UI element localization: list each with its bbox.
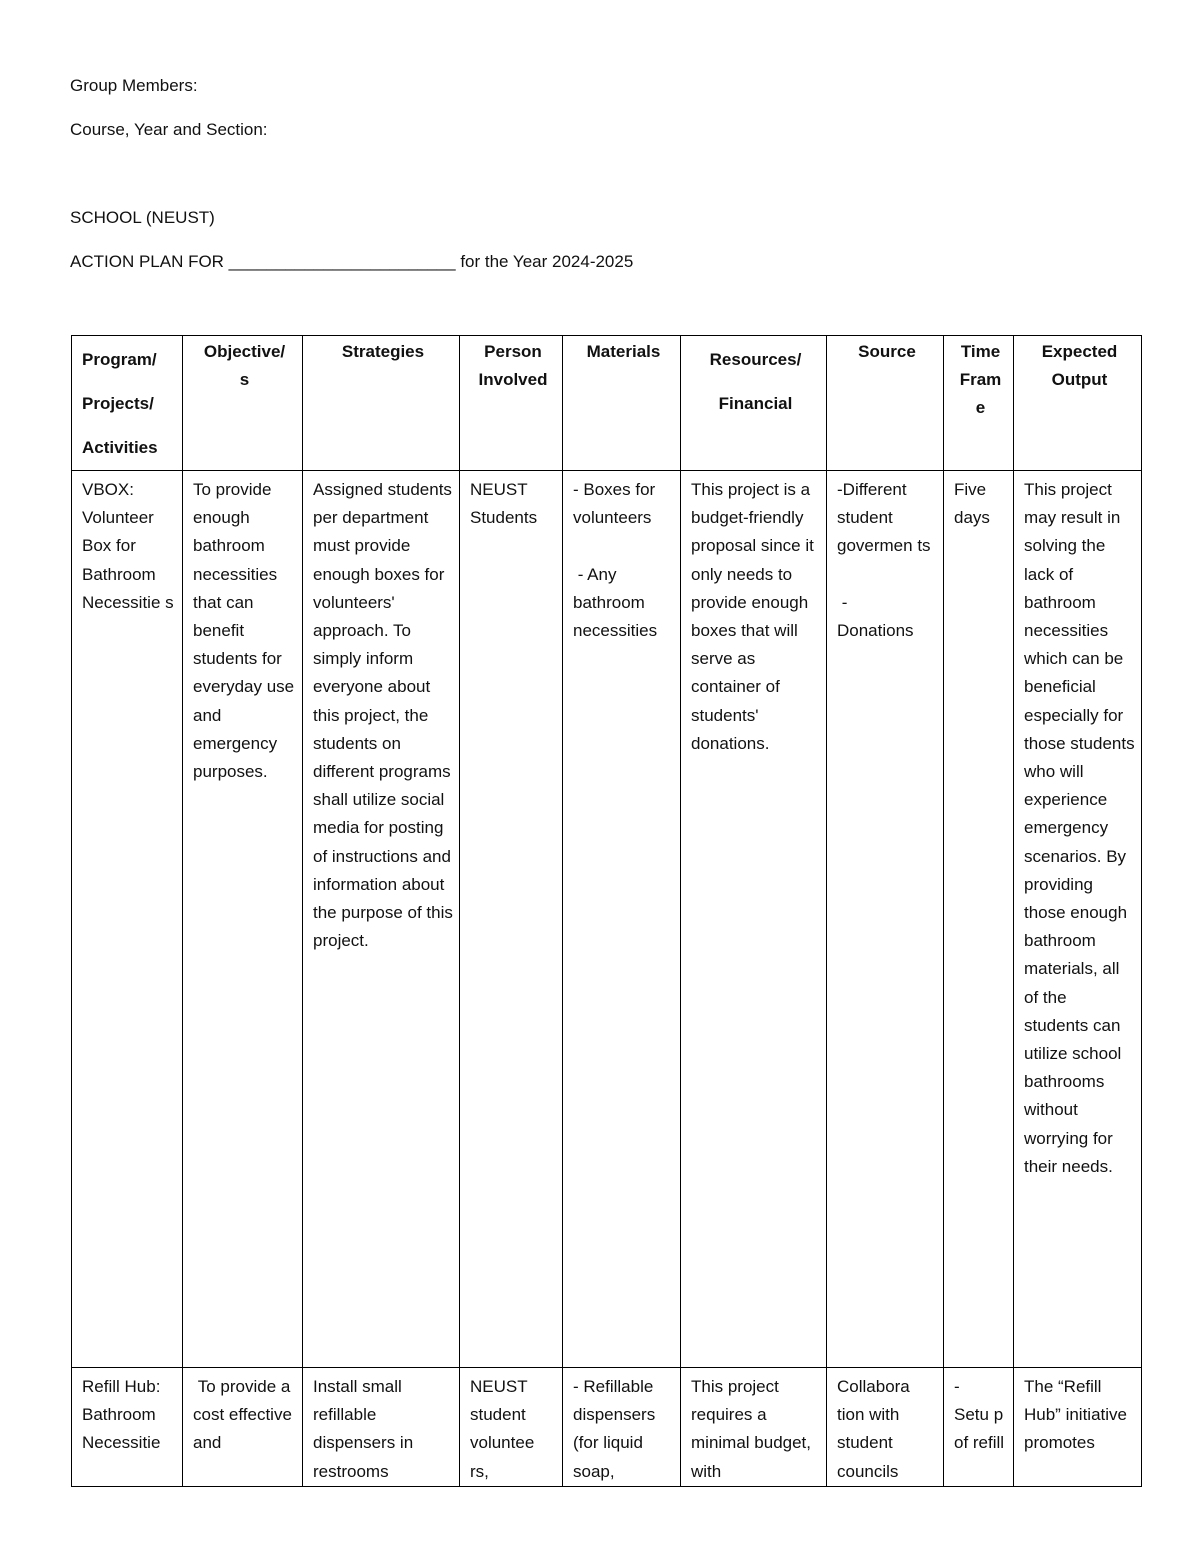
table-row: [72, 471, 1142, 1368]
column-header-timeframe: Time Fram e: [944, 336, 1014, 471]
column-header-resources: Resources/ Financial: [681, 336, 827, 471]
group-members-label: Group Members:: [70, 76, 198, 95]
column-header-program: Program/ Projects/ Activities: [72, 336, 183, 471]
cell-strategies: Assigned students per department must provide enough boxes for volunteers' approach. To simply inform everyone about this project, the students on different programs shall utilize social media for posting of instructions and information about the purpose of this project.: [303, 471, 460, 1368]
column-header-persons: Person Involved: [460, 336, 563, 471]
cell-strategies: Install small refillable dispensers in restrooms: [303, 1368, 460, 1487]
column-header-objectives: Objective/ s: [183, 336, 303, 471]
course-year-section-label: Course, Year and Section:: [70, 120, 268, 139]
cell-source: -Different student govermen ts - Donations: [827, 471, 944, 1368]
cell-output: This project may result in solving the lack of bathroom necessities which can be beneficial especially for those students who will experience emergency scenarios. By providing those enough bathroom materials, all of the students can utilize school bathrooms without worrying for their needs.: [1014, 471, 1142, 1368]
cell-objectives: To provide a cost effective and: [183, 1368, 303, 1487]
cell-materials: - Refillable dispensers (for liquid soap,: [563, 1368, 681, 1487]
column-header-strategies: Strategies: [303, 336, 460, 471]
cell-program: VBOX: Volunteer Box for Bathroom Necessitie s: [72, 471, 183, 1368]
cell-resources: This project is a budget-friendly proposal since it only needs to provide enough boxes that will serve as container of students' donations.: [681, 471, 827, 1368]
cell-persons: NEUST student voluntee rs,: [460, 1368, 563, 1487]
cell-timeframe: - Setu p of refill: [944, 1368, 1014, 1487]
action-plan-title: ACTION PLAN FOR ________________________ for the Year 2024-2025: [70, 252, 634, 271]
cell-persons: NEUST Students: [460, 471, 563, 1368]
cell-materials: - Boxes for volunteers - Any bathroom necessities: [563, 471, 681, 1368]
column-header-materials: Materials: [563, 336, 681, 471]
cell-timeframe: Five days: [944, 471, 1014, 1368]
school-label: SCHOOL (NEUST): [70, 208, 215, 227]
cell-resources: This project requires a minimal budget, with: [681, 1368, 827, 1487]
column-header-source: Source: [827, 336, 944, 471]
action-plan-table: [71, 335, 1142, 1487]
cell-program: Refill Hub: Bathroom Necessitie: [72, 1368, 183, 1487]
table-row: [72, 1368, 1142, 1487]
cell-output: The “Refill Hub” initiative promotes: [1014, 1368, 1142, 1487]
cell-objectives: To provide enough bathroom necessities that can benefit students for everyday use and emergency purposes.: [183, 471, 303, 1368]
table-header-row: [72, 336, 1142, 471]
cell-source: Collabora tion with student councils: [827, 1368, 944, 1487]
column-header-output: Expected Output: [1014, 336, 1142, 471]
